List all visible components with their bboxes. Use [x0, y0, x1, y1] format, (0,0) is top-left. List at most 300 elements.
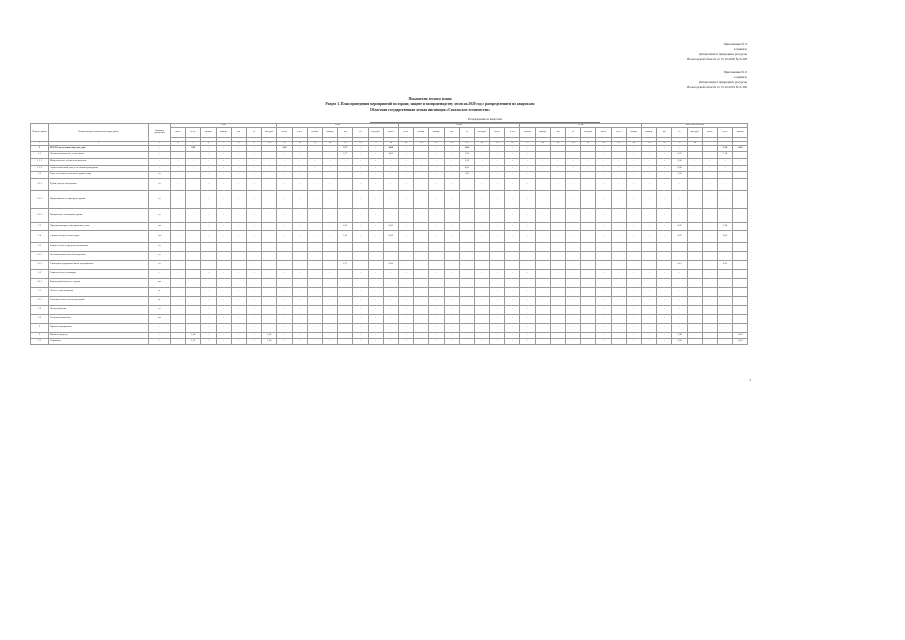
- row-code: 1.9: [31, 314, 49, 323]
- row-code: 1.8: [31, 305, 49, 314]
- table-cell: -: [262, 190, 277, 208]
- table-cell: -: [490, 190, 505, 208]
- table-cell: -: [611, 222, 626, 230]
- table-cell: -: [171, 269, 186, 278]
- table-cell: -: [490, 222, 505, 230]
- table-cell: -: [520, 158, 535, 165]
- table-cell: -: [292, 145, 307, 151]
- table-cell: [398, 251, 413, 260]
- table-cell: -: [474, 323, 489, 332]
- table-row: [31, 158, 748, 165]
- table-cell: -: [505, 190, 520, 208]
- table-row: [31, 178, 748, 190]
- table-cell: -: [535, 269, 550, 278]
- table-cell: -: [216, 208, 231, 222]
- table-cell: [186, 260, 201, 269]
- table-cell: -: [277, 287, 292, 296]
- table-cell: [201, 242, 216, 251]
- table-cell: -: [474, 314, 489, 323]
- table-cell: -: [733, 269, 748, 278]
- table-cell: [626, 260, 641, 269]
- table-cell: -: [459, 178, 474, 190]
- table-cell: -: [702, 145, 717, 151]
- table-cell: [520, 260, 535, 269]
- row-unit: км: [149, 222, 171, 230]
- table-cell: -: [459, 314, 474, 323]
- row-indicator-name: Уход за лесами, в том числе рубки ухода: [49, 171, 149, 178]
- table-cell: [262, 260, 277, 269]
- table-cell: -: [216, 332, 231, 338]
- header-subhead: всего: [383, 127, 398, 137]
- column-number: 7: [216, 141, 231, 145]
- table-cell: -: [216, 171, 231, 178]
- table-cell: -: [201, 314, 216, 323]
- table-cell: 1,48: [186, 332, 201, 338]
- table-cell: [353, 242, 368, 251]
- table-cell: -: [642, 178, 657, 190]
- table-cell: 0,94: [733, 332, 748, 338]
- table-cell: -: [368, 269, 383, 278]
- table-cell: -: [201, 171, 216, 178]
- table-cell: -: [353, 208, 368, 222]
- table-cell: -: [368, 314, 383, 323]
- table-cell: -: [444, 230, 459, 242]
- table-cell: -: [718, 178, 733, 190]
- table-cell: -: [626, 158, 641, 165]
- table-cell: -: [368, 145, 383, 151]
- table-cell: -: [733, 314, 748, 323]
- table-row: [31, 151, 748, 158]
- table-cell: -: [474, 151, 489, 158]
- table-cell: -: [535, 178, 550, 190]
- table-cell: -: [353, 332, 368, 338]
- table-cell: -: [171, 338, 186, 344]
- column-number: 29: [550, 141, 565, 145]
- table-cell: -: [353, 323, 368, 332]
- table-cell: -: [581, 296, 596, 305]
- table-cell: -: [596, 314, 611, 323]
- row-unit: -: [149, 269, 171, 278]
- row-code: 1.2.1: [31, 178, 49, 190]
- table-cell: [718, 251, 733, 260]
- table-cell: -: [642, 338, 657, 344]
- table-cell: [550, 251, 565, 260]
- table-cell: -: [246, 296, 261, 305]
- table-cell: -: [702, 165, 717, 171]
- table-cell: -: [657, 171, 672, 178]
- table-cell: -: [581, 158, 596, 165]
- table-cell: -: [687, 190, 702, 208]
- table-cell: -: [657, 158, 672, 165]
- table-cell: -: [520, 296, 535, 305]
- table-cell: -: [535, 287, 550, 296]
- column-number: 22: [444, 141, 459, 145]
- table-cell: -: [338, 287, 353, 296]
- table-cell: -: [702, 332, 717, 338]
- column-number: 34: [626, 141, 641, 145]
- table-cell: [733, 251, 748, 260]
- table-cell: -: [353, 165, 368, 171]
- row-unit: га: [149, 190, 171, 208]
- column-number: 30: [566, 141, 581, 145]
- row-indicator-name: ВСЕГО по лесничеству, тыс. руб.: [49, 145, 149, 151]
- row-unit: га: [149, 260, 171, 269]
- row-unit: га: [149, 178, 171, 190]
- table-row: [31, 269, 748, 278]
- table-cell: -: [322, 190, 337, 208]
- table-cell: -: [642, 151, 657, 158]
- table-cell: 1,02: [262, 332, 277, 338]
- table-cell: 0,25: [672, 222, 687, 230]
- table-cell: -: [520, 332, 535, 338]
- header-subhead: км: [657, 127, 672, 137]
- table-cell: -: [444, 269, 459, 278]
- table-cell: -: [702, 230, 717, 242]
- table-cell: [505, 278, 520, 287]
- header-subhead: всего: [277, 127, 292, 137]
- table-cell: -: [596, 287, 611, 296]
- table-cell: [687, 278, 702, 287]
- table-cell: -: [322, 314, 337, 323]
- table-cell: -: [657, 145, 672, 151]
- table-cell: -: [398, 145, 413, 151]
- table-cell: -: [414, 222, 429, 230]
- table-cell: -: [231, 323, 246, 332]
- table-cell: -: [429, 208, 444, 222]
- table-cell: -: [277, 178, 292, 190]
- table-cell: -: [262, 158, 277, 165]
- table-row: [31, 314, 748, 323]
- table-cell: -: [550, 314, 565, 323]
- table-cell: -: [626, 332, 641, 338]
- column-number: 35: [642, 141, 657, 145]
- header-subhead: в т.ч.: [611, 127, 626, 137]
- table-cell: -: [171, 178, 186, 190]
- table-cell: 0,94: [733, 338, 748, 344]
- table-cell: -: [581, 305, 596, 314]
- table-cell: -: [292, 165, 307, 171]
- table-cell: -: [216, 305, 231, 314]
- header-subhead: тыс.руб.: [262, 127, 277, 137]
- table-cell: -: [277, 332, 292, 338]
- table-cell: -: [246, 222, 261, 230]
- table-cell: -: [398, 222, 413, 230]
- table-cell: -: [611, 332, 626, 338]
- row-indicator-name: Заготовка семян лесных растений: [49, 296, 149, 305]
- table-cell: [353, 260, 368, 269]
- table-cell: -: [171, 230, 186, 242]
- header-subhead: всего: [596, 127, 611, 137]
- table-cell: -: [322, 178, 337, 190]
- table-cell: -: [398, 332, 413, 338]
- table-cell: -: [322, 287, 337, 296]
- table-cell: -: [292, 269, 307, 278]
- table-cell: -: [505, 151, 520, 158]
- table-cell: [611, 251, 626, 260]
- header-subhead: тыс.руб.: [474, 127, 489, 137]
- table-cell: [718, 242, 733, 251]
- table-cell: -: [307, 165, 322, 171]
- table-cell: -: [353, 287, 368, 296]
- table-cell: [490, 278, 505, 287]
- row-unit: га: [149, 208, 171, 222]
- table-cell: -: [444, 151, 459, 158]
- table-cell: -: [550, 208, 565, 222]
- table-cell: -: [505, 332, 520, 338]
- table-cell: -: [383, 190, 398, 208]
- table-cell: 0,00: [383, 222, 398, 230]
- table-cell: [459, 242, 474, 251]
- table-cell: 1,00: [459, 171, 474, 178]
- table-cell: [383, 242, 398, 251]
- table-cell: -: [566, 323, 581, 332]
- row-code: 1.4: [31, 230, 49, 242]
- table-cell: -: [596, 190, 611, 208]
- attachment-number: Приложение № 9: [723, 70, 747, 74]
- table-cell: -: [368, 332, 383, 338]
- table-cell: -: [566, 165, 581, 171]
- table-cell: -: [277, 222, 292, 230]
- row-code: 1.2: [31, 171, 49, 178]
- table-cell: -: [307, 323, 322, 332]
- table-cell: 1,05: [186, 338, 201, 344]
- table-cell: [535, 251, 550, 260]
- header-subhead: тыс.руб.: [581, 127, 596, 137]
- table-cell: -: [398, 230, 413, 242]
- table-cell: 8,00: [383, 151, 398, 158]
- table-cell: -: [414, 190, 429, 208]
- table-cell: -: [596, 269, 611, 278]
- table-row: [31, 305, 748, 314]
- table-cell: -: [231, 230, 246, 242]
- table-cell: -: [277, 165, 292, 171]
- table-cell: [581, 278, 596, 287]
- table-cell: -: [490, 145, 505, 151]
- table-cell: -: [398, 269, 413, 278]
- table-cell: -: [687, 171, 702, 178]
- table-cell: [474, 260, 489, 269]
- table-cell: [171, 251, 186, 260]
- table-cell: -: [368, 296, 383, 305]
- table-cell: -: [368, 158, 383, 165]
- table-cell: -: [459, 269, 474, 278]
- table-cell: -: [171, 296, 186, 305]
- title-line-3: Областная государственная лесная инспекция «Сокольское лесничество»: [369, 107, 491, 112]
- table-cell: -: [596, 332, 611, 338]
- column-number: 33: [611, 141, 626, 145]
- attachment-order: к приказу: [733, 75, 747, 79]
- table-cell: -: [307, 190, 322, 208]
- row-code: 1.1.1: [31, 158, 49, 165]
- table-cell: -: [733, 305, 748, 314]
- table-cell: -: [398, 305, 413, 314]
- row-code: 1.2.2: [31, 190, 49, 208]
- table-cell: 0,00: [383, 145, 398, 151]
- table-cell: [657, 242, 672, 251]
- row-code: 1.1: [31, 151, 49, 158]
- table-cell: 7,18: [718, 151, 733, 158]
- table-cell: [171, 242, 186, 251]
- table-cell: [733, 242, 748, 251]
- table-cell: -: [171, 145, 186, 151]
- table-cell: -: [338, 171, 353, 178]
- table-cell: -: [535, 190, 550, 208]
- row-indicator-name: Агротехнический уход за лесными культурами: [49, 165, 149, 171]
- table-cell: -: [307, 145, 322, 151]
- table-cell: -: [535, 305, 550, 314]
- table-cell: [550, 260, 565, 269]
- table-row: [31, 208, 748, 222]
- table-cell: -: [292, 151, 307, 158]
- table-cell: -: [429, 222, 444, 230]
- table-cell: -: [687, 332, 702, 338]
- table-cell: -: [216, 178, 231, 190]
- column-number: 9: [246, 141, 261, 145]
- table-cell: -: [550, 165, 565, 171]
- row-code: 1.5.1: [31, 251, 49, 260]
- table-cell: -: [581, 332, 596, 338]
- table-cell: -: [307, 287, 322, 296]
- table-cell: -: [687, 145, 702, 151]
- table-cell: -: [459, 230, 474, 242]
- table-cell: -: [687, 165, 702, 171]
- table-cell: [566, 251, 581, 260]
- table-cell: -: [186, 178, 201, 190]
- table-cell: -: [231, 208, 246, 222]
- table-cell: 3,00: [672, 338, 687, 344]
- table-cell: -: [171, 332, 186, 338]
- table-cell: -: [459, 305, 474, 314]
- table-cell: [262, 242, 277, 251]
- table-cell: -: [611, 171, 626, 178]
- table-cell: [292, 278, 307, 287]
- table-cell: -: [307, 338, 322, 344]
- table-cell: [702, 251, 717, 260]
- table-cell: -: [657, 151, 672, 158]
- table-cell: [186, 242, 201, 251]
- table-cell: -: [322, 269, 337, 278]
- table-cell: -: [520, 269, 535, 278]
- table-cell: -: [338, 332, 353, 338]
- row-unit: кг: [149, 287, 171, 296]
- document-title: [200, 97, 660, 113]
- table-cell: -: [566, 171, 581, 178]
- table-cell: [444, 251, 459, 260]
- table-cell: 1,20: [459, 158, 474, 165]
- table-cell: -: [687, 151, 702, 158]
- table-cell: -: [566, 178, 581, 190]
- row-unit: -: [149, 332, 171, 338]
- header-subhead: в т.ч.: [718, 127, 733, 137]
- table-cell: -: [338, 208, 353, 222]
- table-cell: [353, 251, 368, 260]
- table-cell: -: [353, 314, 368, 323]
- table-cell: -: [550, 230, 565, 242]
- table-cell: -: [338, 269, 353, 278]
- column-number: 36: [657, 141, 672, 145]
- header-unit: Единица измерения: [149, 124, 171, 142]
- table-cell: -: [733, 222, 748, 230]
- table-cell: [429, 260, 444, 269]
- table-row: [31, 278, 748, 287]
- table-cell: [702, 278, 717, 287]
- table-cell: -: [216, 287, 231, 296]
- table-cell: [672, 251, 687, 260]
- table-cell: [292, 242, 307, 251]
- table-row: [31, 338, 748, 344]
- header-subhead: в т.ч.: [398, 127, 413, 137]
- header-subhead: всего: [171, 127, 186, 137]
- table-cell: -: [566, 190, 581, 208]
- table-cell: -: [186, 296, 201, 305]
- table-cell: -: [718, 314, 733, 323]
- table-cell: [231, 260, 246, 269]
- table-cell: -: [505, 208, 520, 222]
- table-cell: -: [338, 296, 353, 305]
- table-cell: -: [368, 338, 383, 344]
- table-cell: -: [429, 287, 444, 296]
- attachment-date: Вологодской области от 15.10.2019 № 6-309: [687, 85, 747, 89]
- table-cell: -: [171, 287, 186, 296]
- table-cell: -: [186, 230, 201, 242]
- row-unit: км: [149, 230, 171, 242]
- column-number: 6: [201, 141, 216, 145]
- table-cell: -: [474, 171, 489, 178]
- table-cell: [201, 251, 216, 260]
- table-cell: -: [520, 145, 535, 151]
- table-cell: -: [672, 323, 687, 332]
- table-cell: -: [611, 314, 626, 323]
- table-cell: -: [550, 171, 565, 178]
- table-cell: [474, 251, 489, 260]
- column-number: 15: [338, 141, 353, 145]
- table-cell: [368, 278, 383, 287]
- table-cell: -: [535, 296, 550, 305]
- table-cell: -: [353, 158, 368, 165]
- table-cell: -: [490, 314, 505, 323]
- column-number: 16: [353, 141, 368, 145]
- table-cell: -: [353, 222, 368, 230]
- table-cell: -: [368, 287, 383, 296]
- header-subhead: сплош.: [414, 127, 429, 137]
- table-cell: [626, 251, 641, 260]
- table-cell: -: [201, 296, 216, 305]
- header-subhead: сплош.: [307, 127, 322, 137]
- table-cell: -: [642, 305, 657, 314]
- table-cell: -: [383, 314, 398, 323]
- table-cell: -: [429, 165, 444, 171]
- table-cell: -: [505, 314, 520, 323]
- table-cell: -: [216, 338, 231, 344]
- table-cell: -: [596, 171, 611, 178]
- table-cell: [611, 260, 626, 269]
- table-cell: -: [277, 208, 292, 222]
- table-cell: [459, 260, 474, 269]
- table-cell: 6,77: [338, 260, 353, 269]
- table-cell: -: [383, 269, 398, 278]
- table-cell: -: [672, 145, 687, 151]
- table-cell: -: [231, 296, 246, 305]
- column-number: 13: [307, 141, 322, 145]
- table-cell: -: [596, 145, 611, 151]
- table-cell: -: [383, 208, 398, 222]
- table-cell: [702, 242, 717, 251]
- column-number: 3: [149, 141, 171, 145]
- table-cell: -: [718, 287, 733, 296]
- table-cell: -: [444, 190, 459, 208]
- row-code: 1.6.1: [31, 278, 49, 287]
- table-cell: -: [733, 165, 748, 171]
